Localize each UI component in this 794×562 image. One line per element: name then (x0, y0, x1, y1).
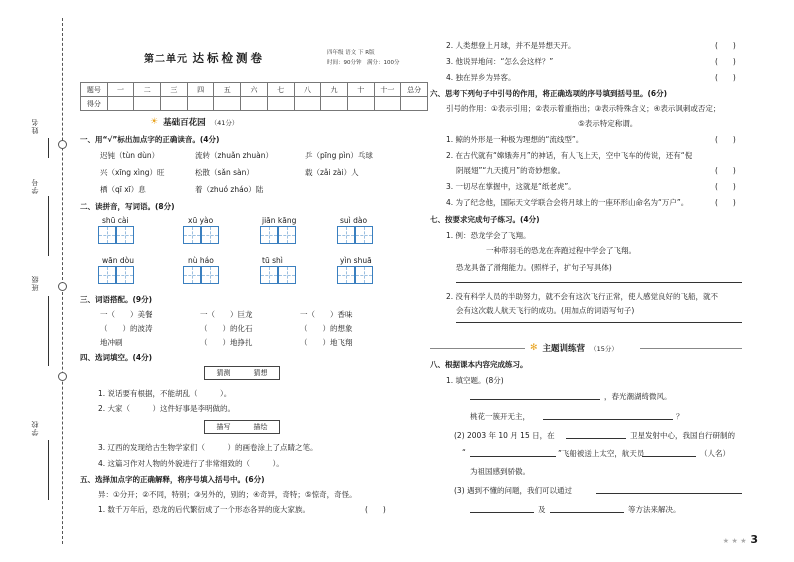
question-4-title: 四、选词填空。(4分) (80, 353, 153, 362)
pinyin-label: jiān kāng (262, 216, 297, 225)
banner-rule (640, 348, 742, 349)
q7-example: 一种带羽毛的恐龙在奔跑过程中学会了飞翔。 (486, 246, 636, 255)
q4-sentence[interactable]: 2. 大家（ ）这件好事是李明做的。 (98, 404, 236, 413)
q8-text: (3) 遇到不懂的问题，我们可以通过 (454, 486, 573, 495)
q4-sentence[interactable]: 1. 说话要有根据，不能胡乱（ ）。 (98, 389, 232, 398)
exam-header (126, 46, 316, 66)
star-decoration: ★ ★ ★ (722, 537, 747, 545)
q5-options: 异：①分开；②不同，特别；③另外的，别的；④奇异，奇特；⑤惊奇，奇怪。 (98, 490, 357, 499)
q7-task: 2. 没有科学人员的半助努力，就不会有这次飞行正常，使人感觉良好的飞船，就不 (446, 292, 719, 301)
q3-item[interactable]: 一（ ）美餐 (100, 310, 153, 319)
q8-subtitle: 1. 填空题。(8分) (446, 376, 504, 385)
answer-line[interactable] (456, 282, 742, 283)
page-number (723, 533, 758, 546)
section-points: （15分） (590, 344, 618, 353)
q8-text: ”飞船被送上太空，航天员 (558, 449, 645, 458)
section-points: （41分） (210, 118, 239, 127)
writing-grid[interactable] (98, 266, 134, 284)
score-cell[interactable] (294, 97, 321, 111)
q6-sentence: 4. 为了纪念他，国际天文学联合会将月球上的一座环形山命名为“万户”。 (446, 198, 689, 207)
answer-paren[interactable]: ( ) (715, 73, 736, 82)
pinyin-label: xū yào (188, 216, 214, 225)
name-blank[interactable] (48, 138, 49, 158)
answer-paren[interactable]: ( ) (715, 182, 736, 191)
q8-text: 及 (538, 505, 546, 514)
q6-sentence: 3. 一切尽在掌握中，这就是“纸老虎”。 (446, 182, 576, 191)
title-main: 达标检测卷 (192, 51, 265, 65)
pinyin-label: shū cài (102, 216, 129, 225)
score-cell[interactable] (107, 97, 134, 111)
writing-grid[interactable] (98, 226, 134, 244)
score-header-cell: 五 (214, 83, 241, 97)
writing-grid[interactable] (183, 226, 219, 244)
fill-blank[interactable] (596, 493, 742, 494)
score-table (80, 82, 428, 111)
school-blank[interactable] (48, 440, 49, 500)
score-header-cell: 七 (267, 83, 294, 97)
binding-hole (58, 140, 67, 149)
pinyin-label: wān dòu (102, 256, 134, 265)
score-header-cell: 十一 (374, 83, 401, 97)
score-header-cell: 十 (347, 83, 374, 97)
page-number-value: 3 (750, 533, 758, 546)
q8-text: (2) 2003 年 10 月 15 日，在 (454, 431, 555, 440)
writing-grid[interactable] (183, 266, 219, 284)
q8-text: “ (462, 448, 466, 457)
score-cell[interactable] (401, 97, 428, 111)
q3-item[interactable]: 地冲刷 (100, 338, 123, 347)
q1-item[interactable]: 着（zhuó zháo）陆 (195, 185, 264, 194)
q1-item[interactable]: 载（zǎi zài）人 (305, 168, 359, 177)
q1-item[interactable]: 松散（sǎn sàn） (195, 168, 254, 177)
fill-blank[interactable] (470, 512, 534, 513)
time-info: 时间：90分钟 满分：100分 (327, 60, 400, 66)
grade-info: 四年级 语文 下 R版 (327, 50, 375, 56)
q1-item[interactable]: 流转（zhuǎn zhuàn） (195, 151, 273, 160)
banner-rule (430, 348, 525, 349)
writing-grid[interactable] (260, 266, 296, 284)
star-icon: ✻ (530, 343, 538, 353)
pinyin-label: nù háo (188, 256, 214, 265)
id-label: 学号 (31, 178, 39, 194)
q6-options: 引号的作用：①表示引用；②表示着重指出；③表示特殊含义；④表示讽刺或否定； (446, 104, 721, 113)
lightbulb-icon: ☀ (150, 117, 159, 127)
q1-item[interactable]: 栖（qī xī）息 (100, 185, 146, 194)
q6-options: ⑤表示特定称谓。 (578, 119, 638, 128)
binding-hole (58, 372, 67, 381)
class-label: 班级 (31, 275, 39, 291)
q8-text: 为祖国感到骄傲。 (470, 467, 530, 476)
question-5-title: 五、选择加点字的正确解释，将序号填入括号中。(6分) (80, 475, 265, 484)
q8-text: 桃花一簇开无主， (470, 412, 530, 421)
school-label: 学校 (31, 420, 39, 436)
q4-sentence[interactable]: 3. 辽西的发现给古生物学家们（ ）的画卷涂上了点睛之笔。 (98, 443, 318, 452)
q1-item[interactable]: 乒（pīng pìn）乓球 (305, 151, 373, 160)
score-header-cell: 九 (321, 83, 348, 97)
answer-paren[interactable]: ( ) (715, 135, 736, 144)
question-2-title: 二、读拼音，写词语。(8分) (80, 202, 175, 211)
question-1-title: 一、用“√”标出加点字的正确读音。(4分) (80, 135, 220, 144)
score-header-cell: 四 (187, 83, 214, 97)
q5-sentence: 3. 他说异地问：“怎么会这样？” (446, 57, 554, 66)
q8-text: 等方法来解决。 (628, 505, 681, 514)
section-banner-basics (150, 116, 238, 128)
q7-task: 会有这次载人航天飞行的成功。(用加点的词语写句子) (456, 306, 635, 315)
writing-grid[interactable] (337, 226, 373, 244)
q5-sentence: 1. 数千万年后，恐龙的后代繁衍成了一个形态各异的庞大家族。 (98, 505, 311, 514)
word-option: 猜想 (253, 369, 268, 377)
q4-sentence[interactable]: 4. 这篇习作对人物的外貌进行了非常细致的（ ）。 (98, 459, 284, 468)
q1-item[interactable]: 迟钝（tùn dùn） (100, 151, 160, 160)
pinyin-label: tū shì (262, 256, 283, 265)
q3-item[interactable]: 一（ ）巨龙 (200, 310, 253, 319)
score-cell[interactable] (267, 97, 294, 111)
class-blank[interactable] (48, 296, 49, 366)
score-cell[interactable] (321, 97, 348, 111)
answer-paren[interactable]: ( ) (715, 166, 736, 175)
score-header-cell: 六 (241, 83, 268, 97)
q7-example: 1. 例：恐龙学会了飞翔。 (446, 231, 531, 240)
score-cell[interactable] (347, 97, 374, 111)
question-7-title: 七、按要求完成句子练习。(4分) (430, 215, 540, 224)
pinyin-label: suì dào (340, 216, 368, 225)
section-title: 基础百花园 (163, 118, 206, 128)
section-title: 主题训练营 (542, 344, 586, 354)
writing-grid[interactable] (260, 226, 296, 244)
q8-text: ，春光潮湖绮微风。 (604, 392, 672, 401)
section-banner-theme (530, 342, 618, 354)
q3-item[interactable]: 一（ ）香味 (300, 310, 353, 319)
question-6-title: 六、思考下列句子中引号的作用，将正确选项的序号填到括号里。(6分) (430, 89, 668, 98)
score-cell[interactable] (214, 97, 241, 111)
q8-text: 卫星发射中心，我国自行研制的 (630, 431, 735, 440)
q6-sentence: 2. 在古代就有“嫦娥奔月”的神话，有人飞上天，空中飞车的传说，还有“倪 (446, 151, 693, 160)
question-8-title: 八、根据课本内容完成练习。 (430, 360, 528, 369)
q3-item[interactable]: （ ）的化石 (200, 324, 253, 333)
title-prefix: 第二单元 (144, 54, 188, 65)
fill-blank[interactable] (642, 456, 696, 457)
id-blank[interactable] (48, 196, 49, 256)
name-label: 姓名 (31, 118, 39, 134)
writing-grid[interactable] (337, 266, 373, 284)
q3-item[interactable]: （ ）的波涛 (100, 324, 153, 333)
binding-margin (0, 0, 72, 562)
answer-paren[interactable]: ( ) (715, 41, 736, 50)
score-row-label: 得分 (81, 97, 108, 111)
score-header-cell: 题号 (81, 83, 108, 97)
score-cell[interactable] (161, 97, 188, 111)
fill-blank[interactable] (566, 438, 626, 439)
score-cell[interactable] (187, 97, 214, 111)
answer-paren[interactable]: ( ) (365, 505, 386, 514)
q5-sentence: 2. 人类想登上月球，并不是异想天开。 (446, 41, 576, 50)
page-title (144, 50, 265, 66)
score-header-cell: 总分 (401, 83, 428, 97)
fill-blank[interactable] (543, 419, 673, 420)
word-option: 描写 (216, 423, 231, 431)
word-option: 描绘 (253, 423, 268, 431)
score-cell[interactable] (241, 97, 268, 111)
q3-item[interactable]: （ ）的想象 (300, 324, 353, 333)
word-choice-box (204, 366, 280, 380)
score-header-cell: 一 (107, 83, 134, 97)
cut-line (62, 18, 63, 544)
q8-text: （人名） (700, 449, 730, 458)
answer-line[interactable] (456, 322, 742, 323)
fill-blank[interactable] (470, 399, 600, 400)
q5-sentence: 4. 独在异乡为异客。 (446, 73, 516, 82)
score-cell[interactable] (374, 97, 401, 111)
score-header-cell: 二 (134, 83, 161, 97)
fill-blank[interactable] (470, 456, 556, 457)
binding-hole (58, 282, 67, 291)
q7-task: 恐龙具备了滑翔能力。(照样子，扩句子写具体) (456, 263, 612, 272)
answer-paren[interactable]: ( ) (715, 57, 736, 66)
score-header-cell: 八 (294, 83, 321, 97)
q3-item[interactable]: （ ）地飞翔 (300, 338, 353, 347)
score-header-cell: 三 (161, 83, 188, 97)
score-cell[interactable] (134, 97, 161, 111)
pinyin-label: yìn shuā (340, 256, 372, 265)
q3-item[interactable]: （ ）地挣扎 (200, 338, 253, 347)
answer-paren[interactable]: ( ) (715, 198, 736, 207)
word-choice-box (204, 420, 280, 434)
word-option: 猜测 (216, 369, 231, 377)
q6-sentence: 1. 鲸的外形是一种极为理想的“流线型”。 (446, 135, 584, 144)
q1-item[interactable]: 兴（xīng xìng）旺 (100, 168, 165, 177)
question-3-title: 三、词语搭配。(9分) (80, 295, 153, 304)
q6-sentence: 阴展翅”“九天揽月”的奇妙想象。 (456, 166, 566, 175)
q8-text: ？ (676, 412, 684, 421)
fill-blank[interactable] (550, 512, 624, 513)
